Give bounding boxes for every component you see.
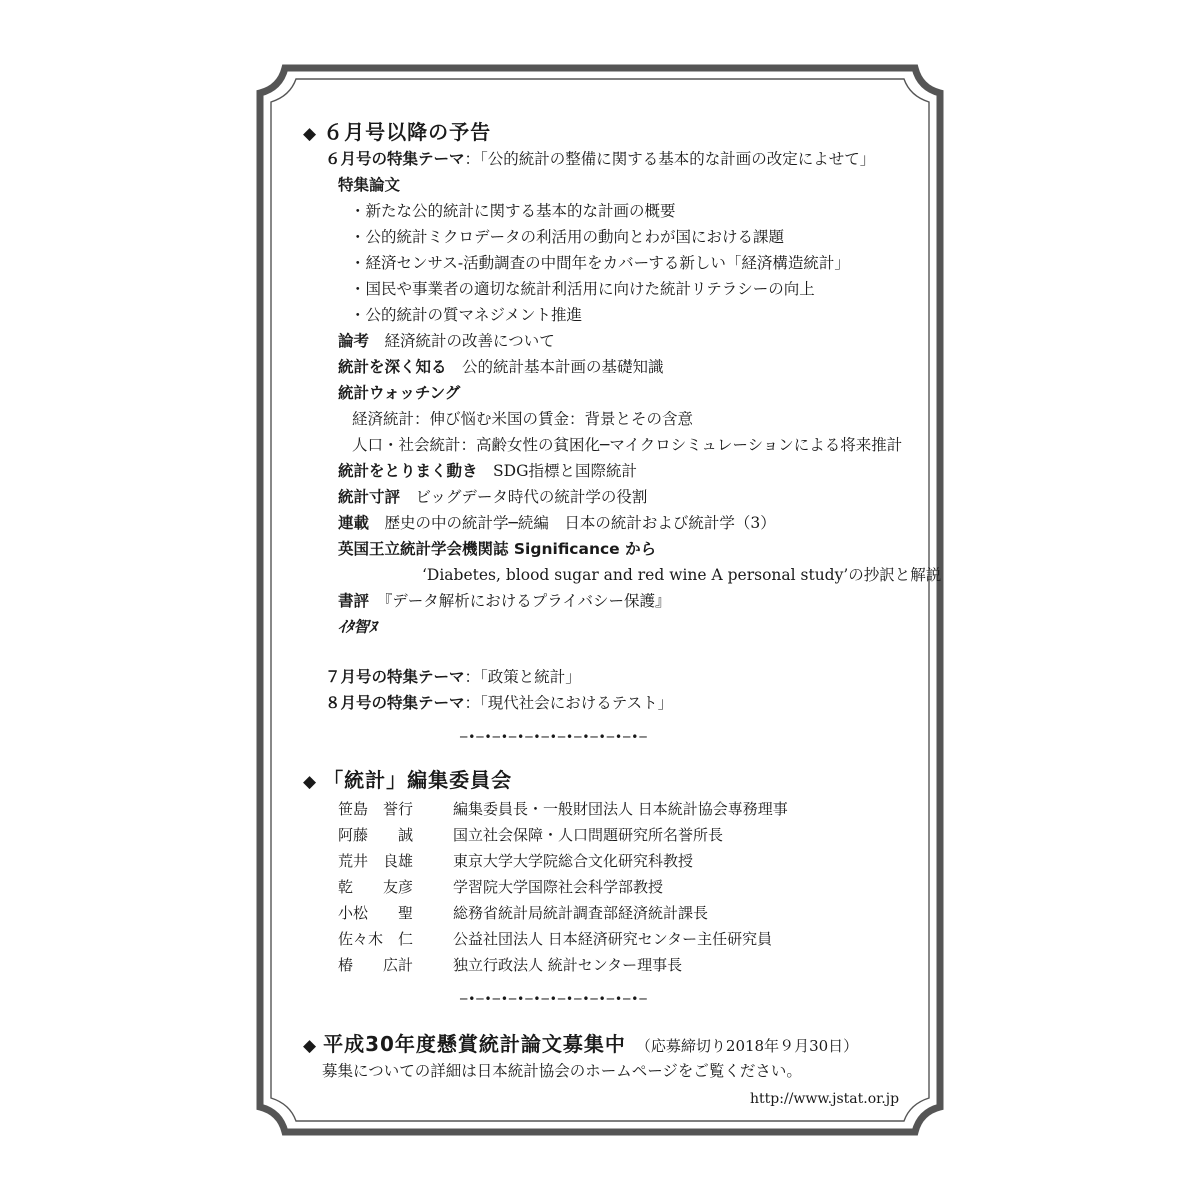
member-row: 乾 友彦 学習院大学国際社会科学部教授 [338,878,664,896]
preview-heading: ◆ ６月号以降の予告 [303,120,492,144]
member-row: 佐々木 仁 公益社団法人 日本経済研究センター主任研究員 [338,930,773,948]
diamond-bullet-icon: ◆ [303,124,318,144]
watching-econ: 経済統計：伸び悩む米国の賃金：背景とその含意 [352,410,694,428]
contest-heading: ◆ 平成30年度懸賞統計論文募集中 （応募締切り2018年９月30日） [303,1032,859,1056]
rensai-line: 連載 歴史の中の統計学─続編 日本の統計および統計学（3） [338,514,776,532]
committee-heading: ◆ 「統計」編集委員会 [303,768,513,792]
diamond-bullet-icon: ◆ [303,1036,318,1056]
rss-text: ‘Diabetes, blood sugar and red wine A personal study’の抄訳と解説 [422,566,942,584]
watching-pop: 人口・社会統計：高齢女性の貧困化─マイクロシミュレーションによる将来推計 [352,436,903,454]
ita-label: ｲﾀ智ﾇ [338,617,377,636]
sunpyo-line: 統計寸評 ビッグデータ時代の統計学の役割 [338,488,648,506]
watching-label: 統計ウォッチング [338,384,461,402]
july-theme-line: ７月号の特集テーマ：「政策と統計」 [325,668,581,686]
feature-item: ・公的統計の質マネジメント推進 [350,306,583,324]
ronkou-line: 論考 経済統計の改善について [338,332,555,350]
contest-url: http://www.jstat.or.jp [750,1091,900,1107]
member-row: 小松 聖 総務省統計局統計調査部経済統計課長 [338,904,709,922]
fukaku-line: 統計を深く知る 公的統計基本計画の基礎知識 [338,358,664,376]
feature-item: ・新たな公的統計に関する基本的な計画の概要 [350,202,676,220]
separator: ─•─•─•─•─•─•─•─•─•─•─•─ [460,992,648,1006]
feature-item: ・経済センサス-活動調査の中間年をカバーする新しい「経済構造統計」 [350,254,850,272]
diamond-bullet-icon: ◆ [303,772,318,792]
feature-item: ・公的統計ミクロデータの利活用の動向とわが国における課題 [350,228,785,246]
announcement-page [300,108,942,1118]
separator: ─•─•─•─•─•─•─•─•─•─•─•─ [460,730,648,744]
june-theme-line: ６月号の特集テーマ：「公的統計の整備に関する基本的な計画の改定によせて」 [325,150,876,168]
member-row: 椿 広計 独立行政法人 統計センター理事長 [338,956,683,974]
feature-item: ・国民や事業者の適切な統計利活用に向けた統計リテラシーの向上 [350,280,815,298]
torimaku-line: 統計をとりまく動き SDG指標と国際統計 [338,462,637,480]
shohyo-line: 書評 『データ解析におけるプライバシー保護』 [338,592,671,610]
contest-deadline: （応募締切り2018年９月30日） [635,1037,859,1055]
feature-label: 特集論文 [338,176,401,194]
aug-theme-line: ８月号の特集テーマ：「現代社会におけるテスト」 [325,694,674,712]
member-row: 荒井 良雄 東京大学大学院総合文化研究科教授 [338,852,694,870]
member-row: 阿藤 誠 国立社会保障・人口問題研究所名誉所長 [338,826,724,844]
contest-details: 募集についての詳細は日本統計協会のホームページをご覧ください。 [322,1062,802,1080]
member-row: 笹島 誉行 編集委員長・一般財団法人 日本統計協会専務理事 [338,800,788,818]
rss-label: 英国王立統計学会機関誌 Significance から [338,540,657,558]
